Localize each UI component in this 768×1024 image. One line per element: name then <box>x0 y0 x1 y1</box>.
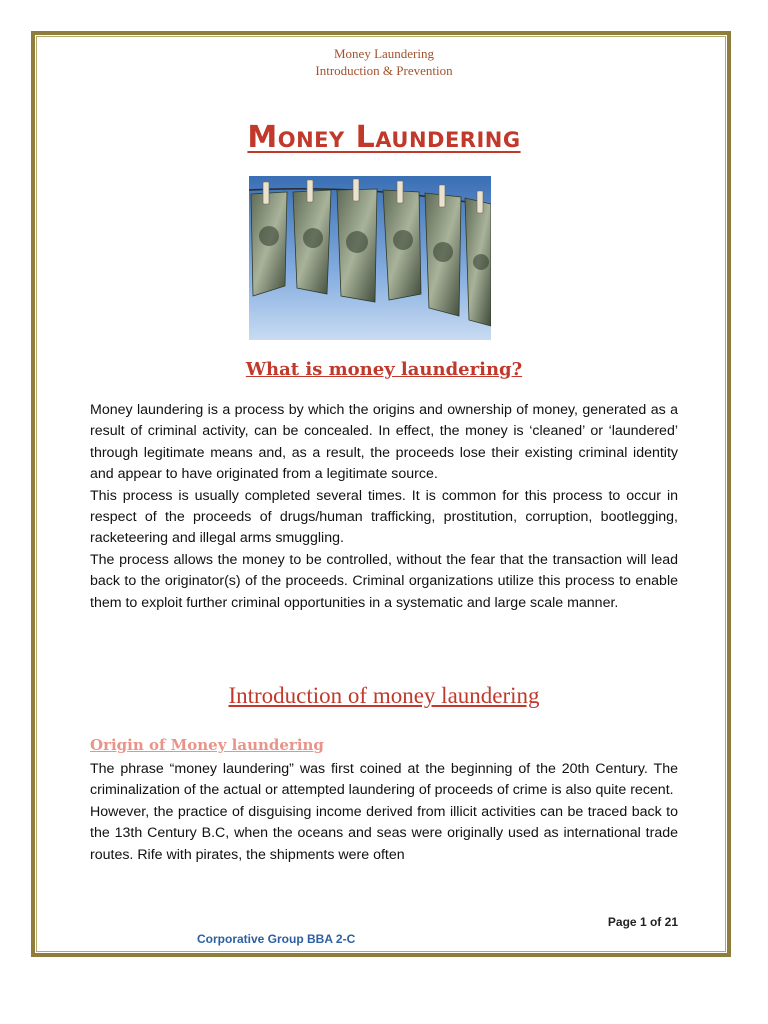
paragraph: Money laundering is a process by which the origins and ownership of money, generated as a result of criminal activity, can be concealed. In effect, the money is ‘cleaned’ or ‘laundered’ through legitimate means and, as a result, the proceeds lose their existing criminal identity and appear to have originated from a legitimate source. <box>90 402 678 483</box>
running-header-line1: Money Laundering <box>333 46 434 61</box>
section-heading-what-is: What is money laundering? <box>245 359 523 380</box>
document-title: Money Laundering <box>247 120 521 155</box>
paragraph: The process allows the money to be controlled, without the fear that the transaction will lead back to the originator(s) of the proceeds. Criminal organizations utilize this process to enable them to exploit further criminal opportunities in a systematic and large scale manner. <box>90 551 678 611</box>
subheading-origin: Origin of Money laundering <box>90 736 324 754</box>
footer-text: Corporative Group BBA 2-C <box>197 932 356 946</box>
paragraph: The phrase “money laundering” was first coined at the beginning of the 20th Century. The criminalization of the actual or attempted laundering of proceeds of crime is also quite recent. <box>90 761 678 799</box>
page-number: Page 1 of 21 <box>607 915 678 929</box>
section-body-what-is <box>90 400 678 614</box>
paragraph: However, the practice of disguising income derived from illicit activities can be traced back to the 13th Century B.C, when the oceans and seas were originally used as international trade routes. Rife with pirates, the shipments were often <box>90 803 678 863</box>
money-on-clothesline-image <box>249 176 491 340</box>
section-heading-introduction: Introduction of money laundering <box>228 683 540 708</box>
running-header-line2: Introduction & Prevention <box>315 63 453 78</box>
section-body-origin <box>90 759 678 866</box>
paragraph: This process is usually completed several times. It is common for this process to occur in respect of the proceeds of drugs/human trafficking, prostitution, corruption, bootlegging, racketeering and illegal arms smuggling. <box>90 487 678 547</box>
